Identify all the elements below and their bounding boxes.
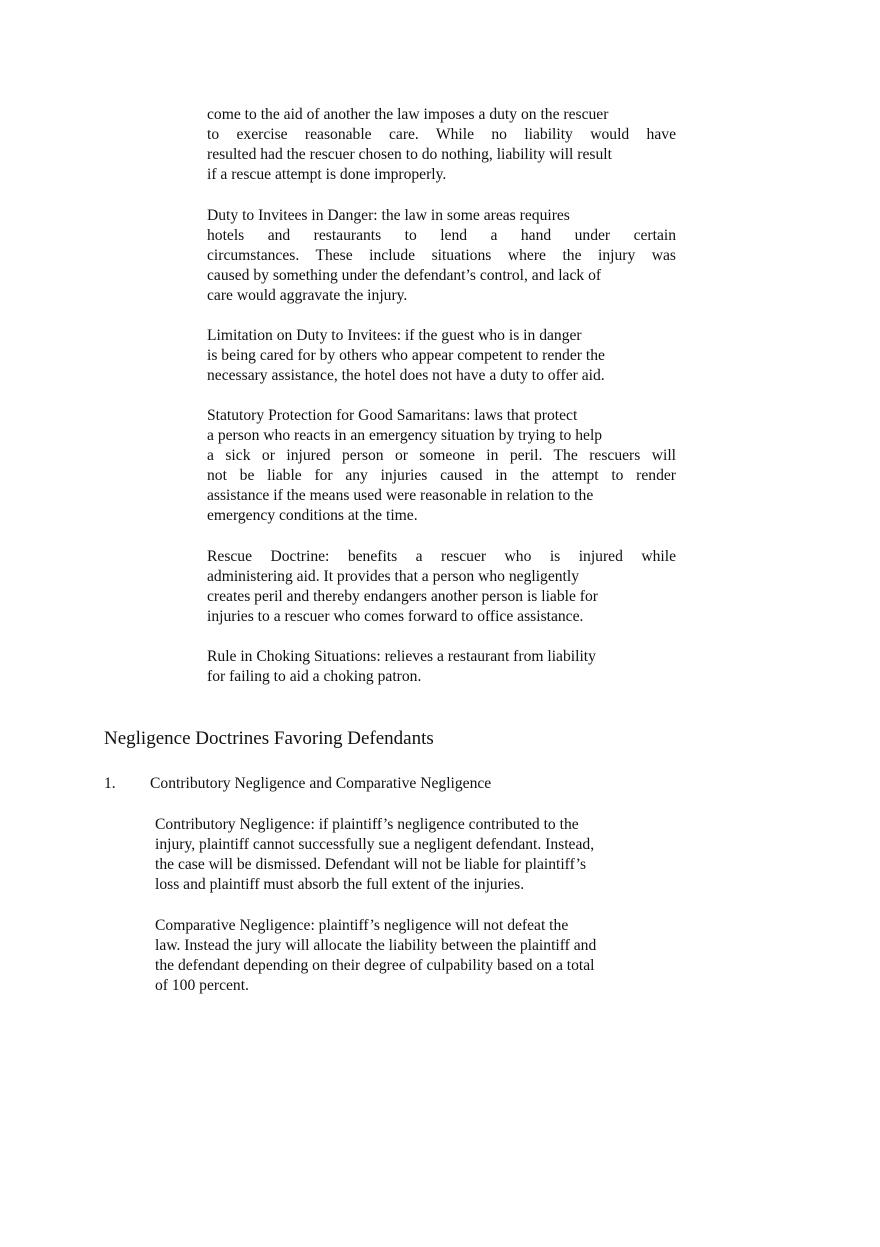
text-line: Comparative Negligence: plaintiff’s negligence will not defeat the	[155, 917, 569, 934]
paragraph-limitation-on-duty	[207, 326, 676, 386]
text-line: Statutory Protection for Good Samaritans: laws that protect	[207, 407, 578, 424]
text-line: to exercise reasonable care. While no liability would have	[207, 126, 676, 143]
text-line: circumstances. These include situations where the injury was	[207, 247, 676, 264]
text-line: if a rescue attempt is done improperly.	[207, 166, 447, 183]
paragraph-rescue-doctrine	[207, 547, 676, 627]
paragraph-contributory-negligence	[155, 815, 662, 895]
text-line: the defendant depending on their degree of culpability based on a total	[155, 957, 595, 974]
text-line: Rescue Doctrine: benefits a rescuer who is injured while	[207, 548, 676, 565]
text-line: resulted had the rescuer chosen to do nothing, liability will result	[207, 146, 612, 163]
paragraph-duty-to-invitees	[207, 206, 676, 306]
text-line: law. Instead the jury will allocate the liability between the plaintiff and	[155, 937, 597, 954]
text-line: administering aid. It provides that a person who negligently	[207, 568, 580, 585]
paragraph-rescue-duty	[207, 105, 676, 185]
paragraph-good-samaritans	[207, 406, 676, 526]
text-line: a person who reacts in an emergency situation by trying to help	[207, 427, 603, 444]
text-line: come to the aid of another the law imposes a duty on the rescuer	[207, 106, 609, 123]
text-line: hotels and restaurants to lend a hand under certain	[207, 227, 676, 244]
text-line: necessary assistance, the hotel does not have a duty to offer aid.	[207, 367, 605, 384]
text-line: creates peril and thereby endangers another person is liable for	[207, 588, 598, 605]
text-line: injuries to a rescuer who comes forward to office assistance.	[207, 608, 584, 625]
text-line: a sick or injured person or someone in peril. The rescuers will	[207, 447, 676, 464]
text-line: emergency conditions at the time.	[207, 507, 418, 524]
paragraph-choking-situations	[207, 647, 676, 687]
text-line: Duty to Invitees in Danger: the law in some areas requires	[207, 207, 570, 224]
text-line: loss and plaintiff must absorb the full extent of the injuries.	[155, 876, 525, 893]
text-line: the case will be dismissed. Defendant will not be liable for plaintiff’s	[155, 856, 587, 873]
text-line: of 100 percent.	[155, 977, 249, 994]
text-line: care would aggravate the injury.	[207, 287, 408, 304]
text-line: is being cared for by others who appear competent to render the	[207, 347, 605, 364]
text-line: Rule in Choking Situations: relieves a restaurant from liability	[207, 648, 596, 665]
text-line: for failing to aid a choking patron.	[207, 668, 422, 685]
text-line: not be liable for any injuries caused in the attempt to render	[207, 467, 676, 484]
paragraph-comparative-negligence	[155, 916, 662, 996]
text-line: injury, plaintiff cannot successfully sue a negligent defendant. Instead,	[155, 836, 595, 853]
text-line: Limitation on Duty to Invitees: if the guest who is in danger	[207, 327, 582, 344]
text-line: caused by something under the defendant’s control, and lack of	[207, 267, 602, 284]
section-heading: Negligence Doctrines Favoring Defendants	[104, 728, 434, 749]
text-line: Contributory Negligence: if plaintiff’s negligence contributed to the	[155, 816, 579, 833]
text-line: assistance if the means used were reasonable in relation to the	[207, 487, 594, 504]
item-number: 1.	[104, 775, 116, 792]
item-title: Contributory Negligence and Comparative Negligence	[150, 775, 492, 792]
